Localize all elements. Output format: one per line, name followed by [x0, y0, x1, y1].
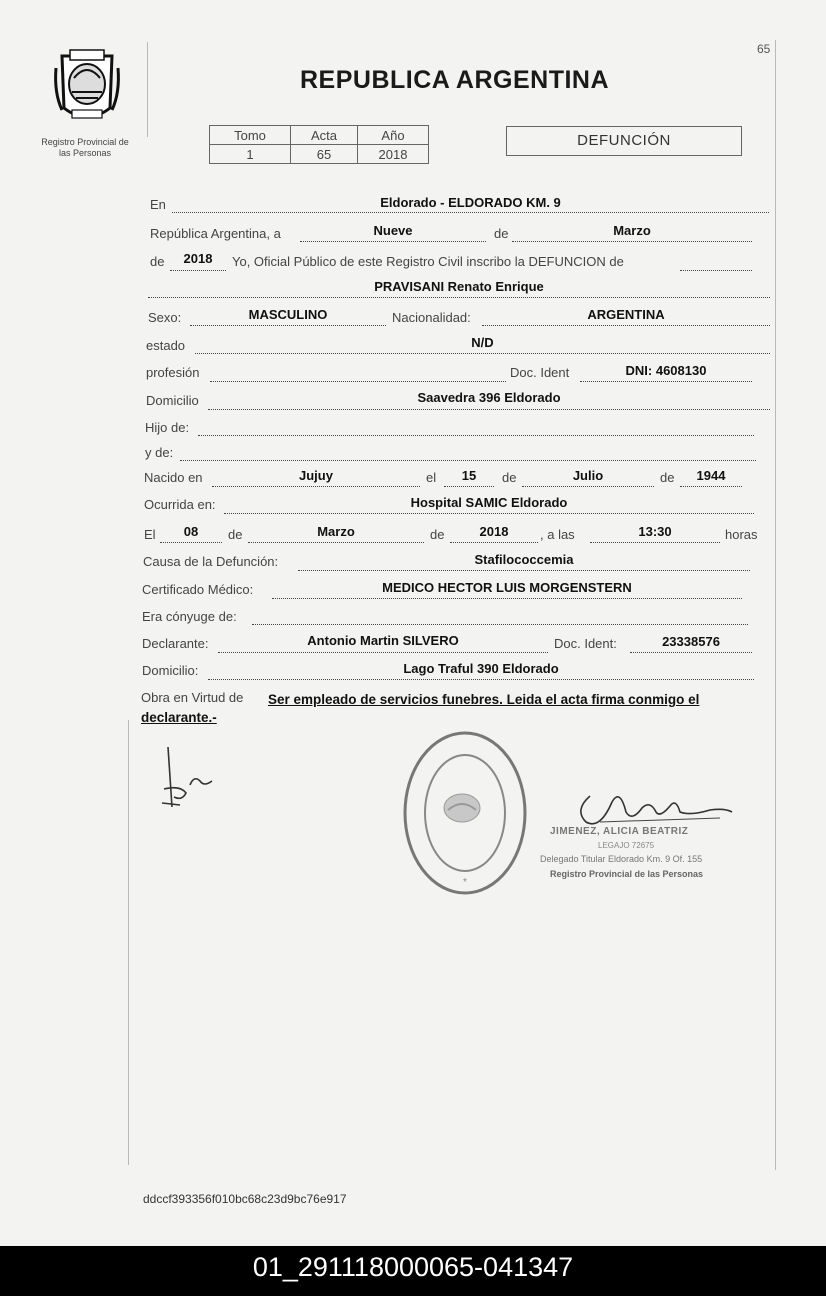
death-year-value: 2018 — [479, 524, 509, 539]
nacido-dotted-line — [212, 486, 420, 487]
death-de2-label: de — [430, 527, 445, 542]
nacido-value: Jujuy — [299, 468, 333, 483]
left-border-line — [147, 42, 148, 137]
doc2-dotted-line — [630, 652, 752, 653]
official-signature-icon — [560, 782, 740, 832]
file-id-footer: 01_291118000065-041347 — [0, 1246, 826, 1296]
official-stamp-name: JIMENEZ, ALICIA BEATRIZ — [550, 826, 689, 837]
death-de1-label: de — [228, 527, 243, 542]
ocurrida-value: Hospital SAMIC Eldorado — [410, 495, 568, 510]
document-hash: ddccf393356f010bc68c23d9bc76e917 — [143, 1192, 347, 1206]
right-border-line — [775, 40, 776, 1170]
domicilio-value: Saavedra 396 Eldorado — [417, 390, 561, 405]
certificado-dotted-line — [272, 598, 742, 599]
ano-value: 2018 — [358, 145, 429, 164]
day-dotted-line — [300, 241, 486, 242]
en-label: En — [150, 197, 166, 212]
document-title: REPUBLICA ARGENTINA — [300, 66, 610, 94]
birth-month-value: Julio — [572, 468, 604, 483]
svg-text:*: * — [463, 877, 467, 888]
profesion-label: profesión — [146, 365, 200, 380]
crest-caption — [30, 137, 140, 159]
estado-dotted-line — [195, 353, 770, 354]
page-number: 65 — [757, 42, 771, 56]
ocurrida-dotted-line — [224, 513, 754, 514]
ocurrida-label: Ocurrida en: — [144, 497, 216, 512]
estado-label: estado — [146, 338, 186, 353]
ano-header: Año — [358, 126, 429, 145]
domicilio-dotted-line — [208, 409, 770, 410]
birth-day-value: 15 — [461, 468, 477, 483]
province-crest-icon — [52, 48, 122, 128]
tomo-header: Tomo — [210, 126, 291, 145]
day-words-value: Nueve — [373, 223, 413, 238]
nacionalidad-dotted-line — [482, 325, 770, 326]
republica-label: República Argentina, a — [150, 226, 281, 241]
crest-caption-line1: Registro Provincial de — [41, 137, 129, 147]
deceased-name: PRAVISANI Renato Enrique — [374, 279, 544, 294]
y-de-label: y de: — [145, 445, 174, 460]
crest-caption-line2: las Personas — [58, 148, 112, 158]
doc2-label: Doc. Ident: — [554, 636, 617, 651]
acta-value: 65 — [291, 145, 358, 164]
doc-ident-dotted-line — [580, 381, 752, 382]
obra-label: Obra en Virtud de — [141, 690, 244, 705]
official-stamp-registry: Registro Provincial de las Personas — [550, 869, 704, 879]
declarante-value: Antonio Martin SILVERO — [307, 633, 459, 648]
nacionalidad-value: ARGENTINA — [587, 307, 665, 322]
death-year-dotted-line — [450, 542, 538, 543]
death-month-value: Marzo — [317, 524, 355, 539]
name-dotted-line — [148, 297, 770, 298]
registry-seal-icon — [400, 728, 530, 898]
year-dotted-line — [170, 270, 226, 271]
nacionalidad-label: Nacionalidad: — [392, 310, 471, 325]
causa-value: Stafilococcemia — [474, 552, 574, 567]
birth-day-dotted-line — [444, 486, 494, 487]
doc-ident-value: DNI: 4608130 — [625, 363, 707, 378]
birth-year-value: 1944 — [696, 468, 726, 483]
causa-dotted-line — [298, 570, 750, 571]
a-las-label: , a las — [540, 527, 575, 542]
doc-ident-label: Doc. Ident — [510, 365, 570, 380]
en-value: Eldorado - ELDORADO KM. 9 — [380, 195, 561, 210]
tomo-value: 1 — [210, 145, 291, 164]
official-stamp-legajo: LEGAJO 72675 — [598, 841, 655, 850]
profesion-dotted-line — [210, 381, 506, 382]
declarant-signature-icon — [160, 745, 220, 815]
en-dotted-line — [172, 212, 769, 213]
official-stamp-title: Delegado Titular Eldorado Km. 9 Of. 155 — [540, 854, 703, 864]
conyuge-label: Era cónyuge de: — [142, 609, 237, 624]
certificado-label: Certificado Médico: — [142, 582, 254, 597]
death-day-value: 08 — [183, 524, 199, 539]
death-el-label: El — [144, 527, 156, 542]
birth-el-label: el — [426, 470, 437, 485]
time-dotted-line — [590, 542, 720, 543]
domicilio-label: Domicilio — [146, 393, 199, 408]
obra-text-line1: Ser empleado de servicios funebres. Leida el acta firma conmigo el — [268, 692, 700, 707]
hijo-de-dotted-line — [198, 435, 754, 436]
certificado-value: MEDICO HECTOR LUIS MORGENSTERN — [382, 580, 632, 595]
domicilio2-dotted-line — [208, 679, 754, 680]
death-day-dotted-line — [160, 542, 222, 543]
year-value: 2018 — [183, 251, 213, 266]
obra-text-line2: declarante.- — [141, 710, 217, 725]
year-prefix-label: de — [150, 254, 165, 269]
conyuge-dotted-line — [252, 624, 748, 625]
month-dotted-line — [512, 241, 752, 242]
de-label: de — [494, 226, 509, 241]
inscribo-text: Yo, Oficial Público de este Registro Civil inscribo la DEFUNCION de — [232, 254, 624, 269]
left-border-line-lower — [128, 720, 129, 1165]
inscribo-dotted-line — [680, 270, 752, 271]
sexo-value: MASCULINO — [248, 307, 328, 322]
horas-label: horas — [725, 527, 758, 542]
record-type-box: DEFUNCIÓN — [506, 126, 742, 156]
sexo-label: Sexo: — [148, 310, 182, 325]
month-value: Marzo — [613, 223, 651, 238]
declarante-dotted-line — [218, 652, 548, 653]
birth-de1-label: de — [502, 470, 517, 485]
declarante-label: Declarante: — [142, 636, 209, 651]
birth-year-dotted-line — [680, 486, 742, 487]
doc2-value: 23338576 — [662, 634, 720, 649]
hijo-de-label: Hijo de: — [145, 420, 190, 435]
death-month-dotted-line — [248, 542, 424, 543]
domicilio2-value: Lago Traful 390 Eldorado — [403, 661, 559, 676]
y-de-dotted-line — [180, 460, 756, 461]
nacido-label: Nacido en — [144, 470, 203, 485]
causa-label: Causa de la Defunción: — [143, 554, 279, 569]
acta-header: Acta — [291, 126, 358, 145]
domicilio2-label: Domicilio: — [142, 663, 199, 678]
birth-month-dotted-line — [522, 486, 654, 487]
birth-de2-label: de — [660, 470, 675, 485]
estado-value: N/D — [471, 335, 494, 350]
record-table — [209, 125, 429, 164]
sexo-dotted-line — [190, 325, 386, 326]
death-time-value: 13:30 — [638, 524, 672, 539]
